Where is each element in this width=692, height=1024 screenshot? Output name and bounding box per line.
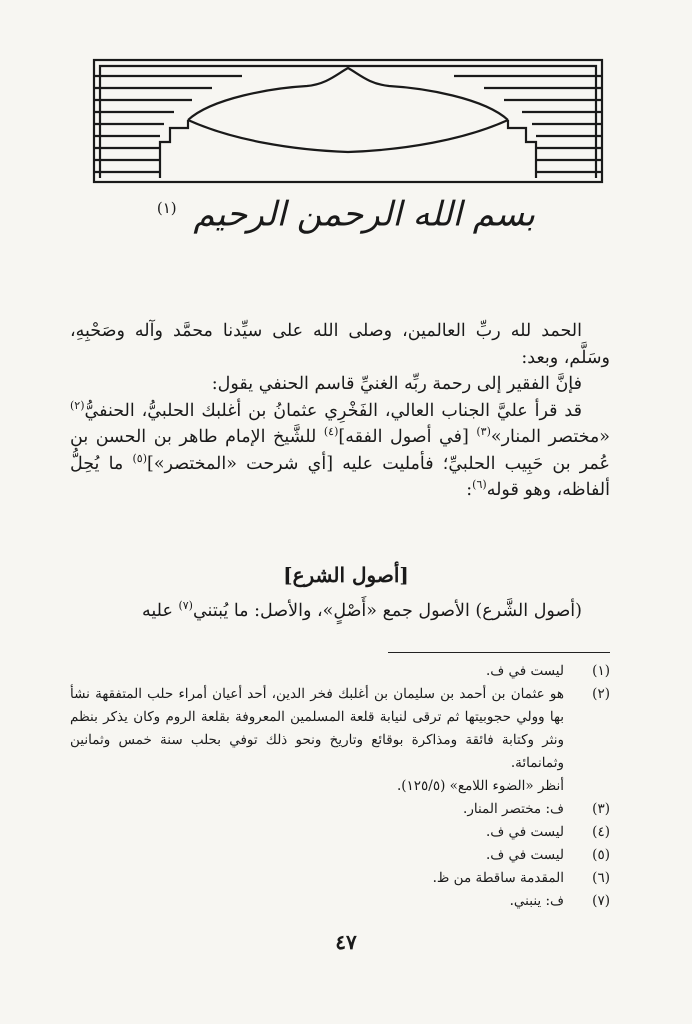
basmala	[0, 178, 692, 244]
footnote-number: (٤)	[592, 824, 610, 840]
section-heading: [أصول الشرع]	[283, 563, 409, 587]
footnote-item	[70, 798, 610, 821]
footnotes-list	[70, 660, 610, 913]
footnote-text: المقدمة ساقطة من ظ.	[432, 870, 564, 886]
footnote-item	[70, 683, 610, 798]
footnote-reference: أنظر «الضوء اللامع» (١٢٥/٥).	[396, 778, 564, 794]
page-number: ٤٧	[335, 930, 357, 954]
p3-part-3: [في أصول الفقه]	[338, 427, 477, 447]
footnote-item	[70, 867, 610, 890]
section-part-2: عليه	[141, 601, 179, 621]
footnote-item	[70, 890, 610, 913]
p3-part-2: «مختصر المنار»	[490, 427, 610, 447]
intro-text	[70, 318, 610, 504]
footnote-divider	[388, 652, 610, 653]
header-ornament	[92, 58, 604, 186]
footnote-number: (٥)	[592, 847, 610, 863]
footnote-ref-6: (٦)	[472, 478, 487, 492]
basmala-text: بسم الله الرحمن الرحيم	[193, 194, 536, 235]
footnote-number: (٦)	[592, 870, 610, 886]
section-paragraph	[70, 598, 610, 625]
footnote-ref-7: (٧)	[178, 599, 193, 613]
footnote-number: (٣)	[592, 801, 610, 817]
section-part-1: (أصول الشَّرع) الأصول جمع «أَصْلٍ»، والأصل: ما يُبتني	[192, 601, 582, 621]
p3-part-1: قد قرأ عليَّ الجناب العالي، الفَخْرِي عثمانُ بن أغلبك الحلبيُّ، الحنفيُّ	[84, 400, 582, 421]
footnote-item	[70, 660, 610, 683]
intro-paragraph-1: الحمد لله ربِّ العالمين، وصلى الله على سيِّدنا محمَّد وآله وصَحْبِهِ، وسَلَّم، وبعد:	[70, 321, 610, 368]
footnote-item	[70, 844, 610, 867]
footnote-text: هو عثمان بن أحمد بن سليمان بن أغلبك فخر الدين، أحد أعيان أمراء حلب المتفقهة نشأ بها وولي حجوبيتها ثم ترقى لنيابة قلعة المسلمين المعروفة بقلعة الروم وكان يذكر بنظم ونثر وكتابة فائقة ومذاكرة بوقائع وتاريخ ونحو ذلك توفي بحلب سنة خمس وثمانين وثمانمائة.	[70, 686, 564, 771]
footnote-number: (٧)	[592, 893, 610, 909]
footnote-text: ف: مختصر المنار.	[463, 801, 564, 817]
basmala-footnote-mark: (١)	[156, 199, 177, 217]
footnote-text: ليست في ف.	[485, 847, 564, 863]
footnote-ref-5: (٥)	[132, 451, 147, 465]
footnote-item	[70, 821, 610, 844]
p3-part-4: للشَّيخ الإمام طاهر بن الحسن بن عُمر بن حَبِيب الحلبيِّ؛ فأمليت عليه [أي شرحت «المختصر»]	[70, 427, 610, 474]
p3-part-5: ما يُحِلُّ ألفاظه، وهو قوله	[70, 453, 610, 500]
footnote-number: (١)	[592, 663, 610, 679]
footnote-text: ليست في ف.	[485, 824, 564, 840]
footnote-text: ف: ينبني.	[509, 893, 564, 909]
section-text	[70, 598, 610, 625]
footnote-number: (٢)	[592, 686, 610, 702]
intro-paragraph-3	[70, 398, 610, 504]
footnote-text: ليست في ف.	[485, 663, 564, 679]
footnote-ref-3: (٣)	[476, 425, 491, 439]
footnote-ref-4: (٤)	[323, 425, 339, 439]
intro-paragraph-2: فإنَّ الفقير إلى رحمة ربِّه الغنيِّ قاسم الحنفي يقول:	[211, 374, 582, 394]
footnote-ref-2: (٢)	[70, 398, 85, 412]
p3-end: :	[466, 480, 473, 500]
